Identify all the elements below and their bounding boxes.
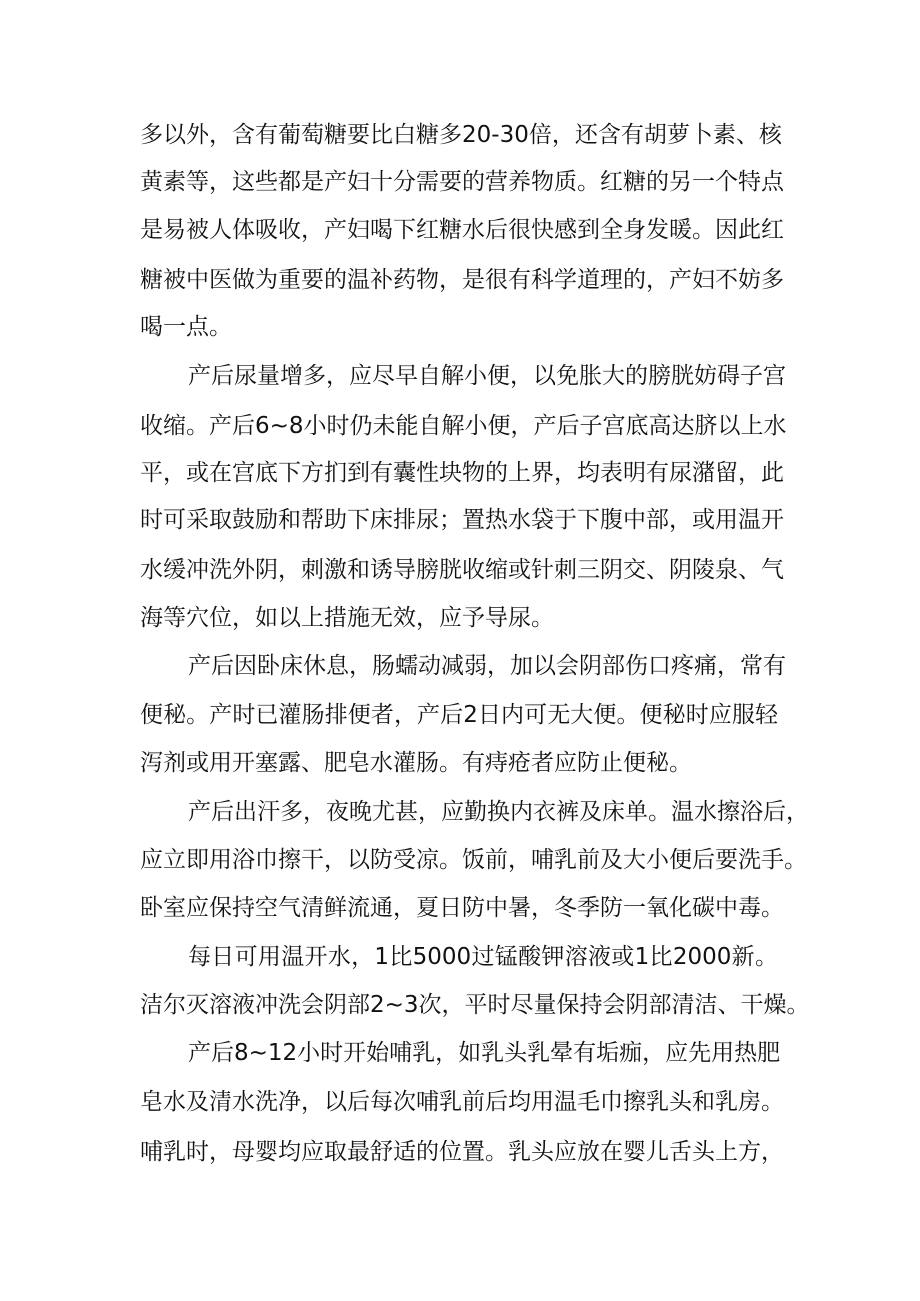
text-line: 泻剂或用开塞露、肥皂水灌肠。有痔疮者应防止便秘。: [140, 750, 692, 776]
text-line: 洁尔灭溶液冲洗会阴部2~3次，平时尽量保持会阴部清洁、干燥。: [140, 992, 810, 1018]
text-line: 皂水及清水洗净，以后每次哺乳前后均用温毛巾擦乳头和乳房。: [140, 1089, 784, 1115]
paragraph-start-line: 产后尿量增多，应尽早自解小便，以免胀大的膀胱妨碍子宫: [188, 363, 786, 389]
text-line: 黄素等，这些都是产妇十分需要的营养物质。红糖的另一个特点: [140, 169, 784, 195]
text-line: 卧室应保持空气清鲜流通，夏日防中暑，冬季防一氧化碳中毒。: [140, 895, 784, 921]
text-line: 时可采取鼓励和帮助下床排尿；置热水袋于下腹中部，或用温开: [140, 507, 784, 533]
text-line: 哺乳时，母婴均应取最舒适的位置。乳头应放在婴儿舌头上方，: [140, 1139, 784, 1165]
text-line: 糖被中医做为重要的温补药物，是很有科学道理的，产妇不妨多: [140, 267, 784, 293]
text-line: 喝一点。: [140, 314, 232, 340]
text-line: 便秘。产时已灌肠排便者，产后2日内可无大便。便秘时应服轻: [140, 702, 778, 728]
text-line: 平，或在宫底下方扪到有囊性块物的上界，均表明有尿潴留，此: [140, 460, 784, 486]
paragraph-start-line: 产后8~12小时开始哺乳，如乳头乳晕有垢痂，应先用热肥: [188, 1040, 781, 1066]
text-line: 是易被人体吸收，产妇喝下红糖水后很快感到全身发暖。因此红: [140, 217, 784, 243]
text-line: 应立即用浴巾擦干，以防受凉。饭前，哺乳前及大小便后要洗手。: [140, 847, 807, 873]
paragraph-start-line: 产后因卧床休息，肠蠕动减弱，加以会阴部伤口疼痛，常有: [188, 653, 786, 679]
text-line: 水缓冲洗外阴，刺激和诱导膀胱收缩或针刺三阴交、阴陵泉、气: [140, 557, 784, 583]
text-line: 多以外，含有葡萄糖要比白糖多20-30倍，还含有胡萝卜素、核: [140, 122, 782, 148]
paragraph-start-line: 产后出汗多，夜晚尤甚，应勤换内衣裤及床单。温水擦浴后，: [188, 799, 809, 825]
text-line: 海等穴位，如以上措施无效，应予导尿。: [140, 605, 554, 631]
text-line: 收缩。产后6~8小时仍未能自解小便，产后子宫底高达脐以上水: [140, 413, 787, 439]
paragraph-start-line: 每日可用温开水，1比5000过锰酸钾溶液或1比2000新。: [188, 944, 778, 970]
